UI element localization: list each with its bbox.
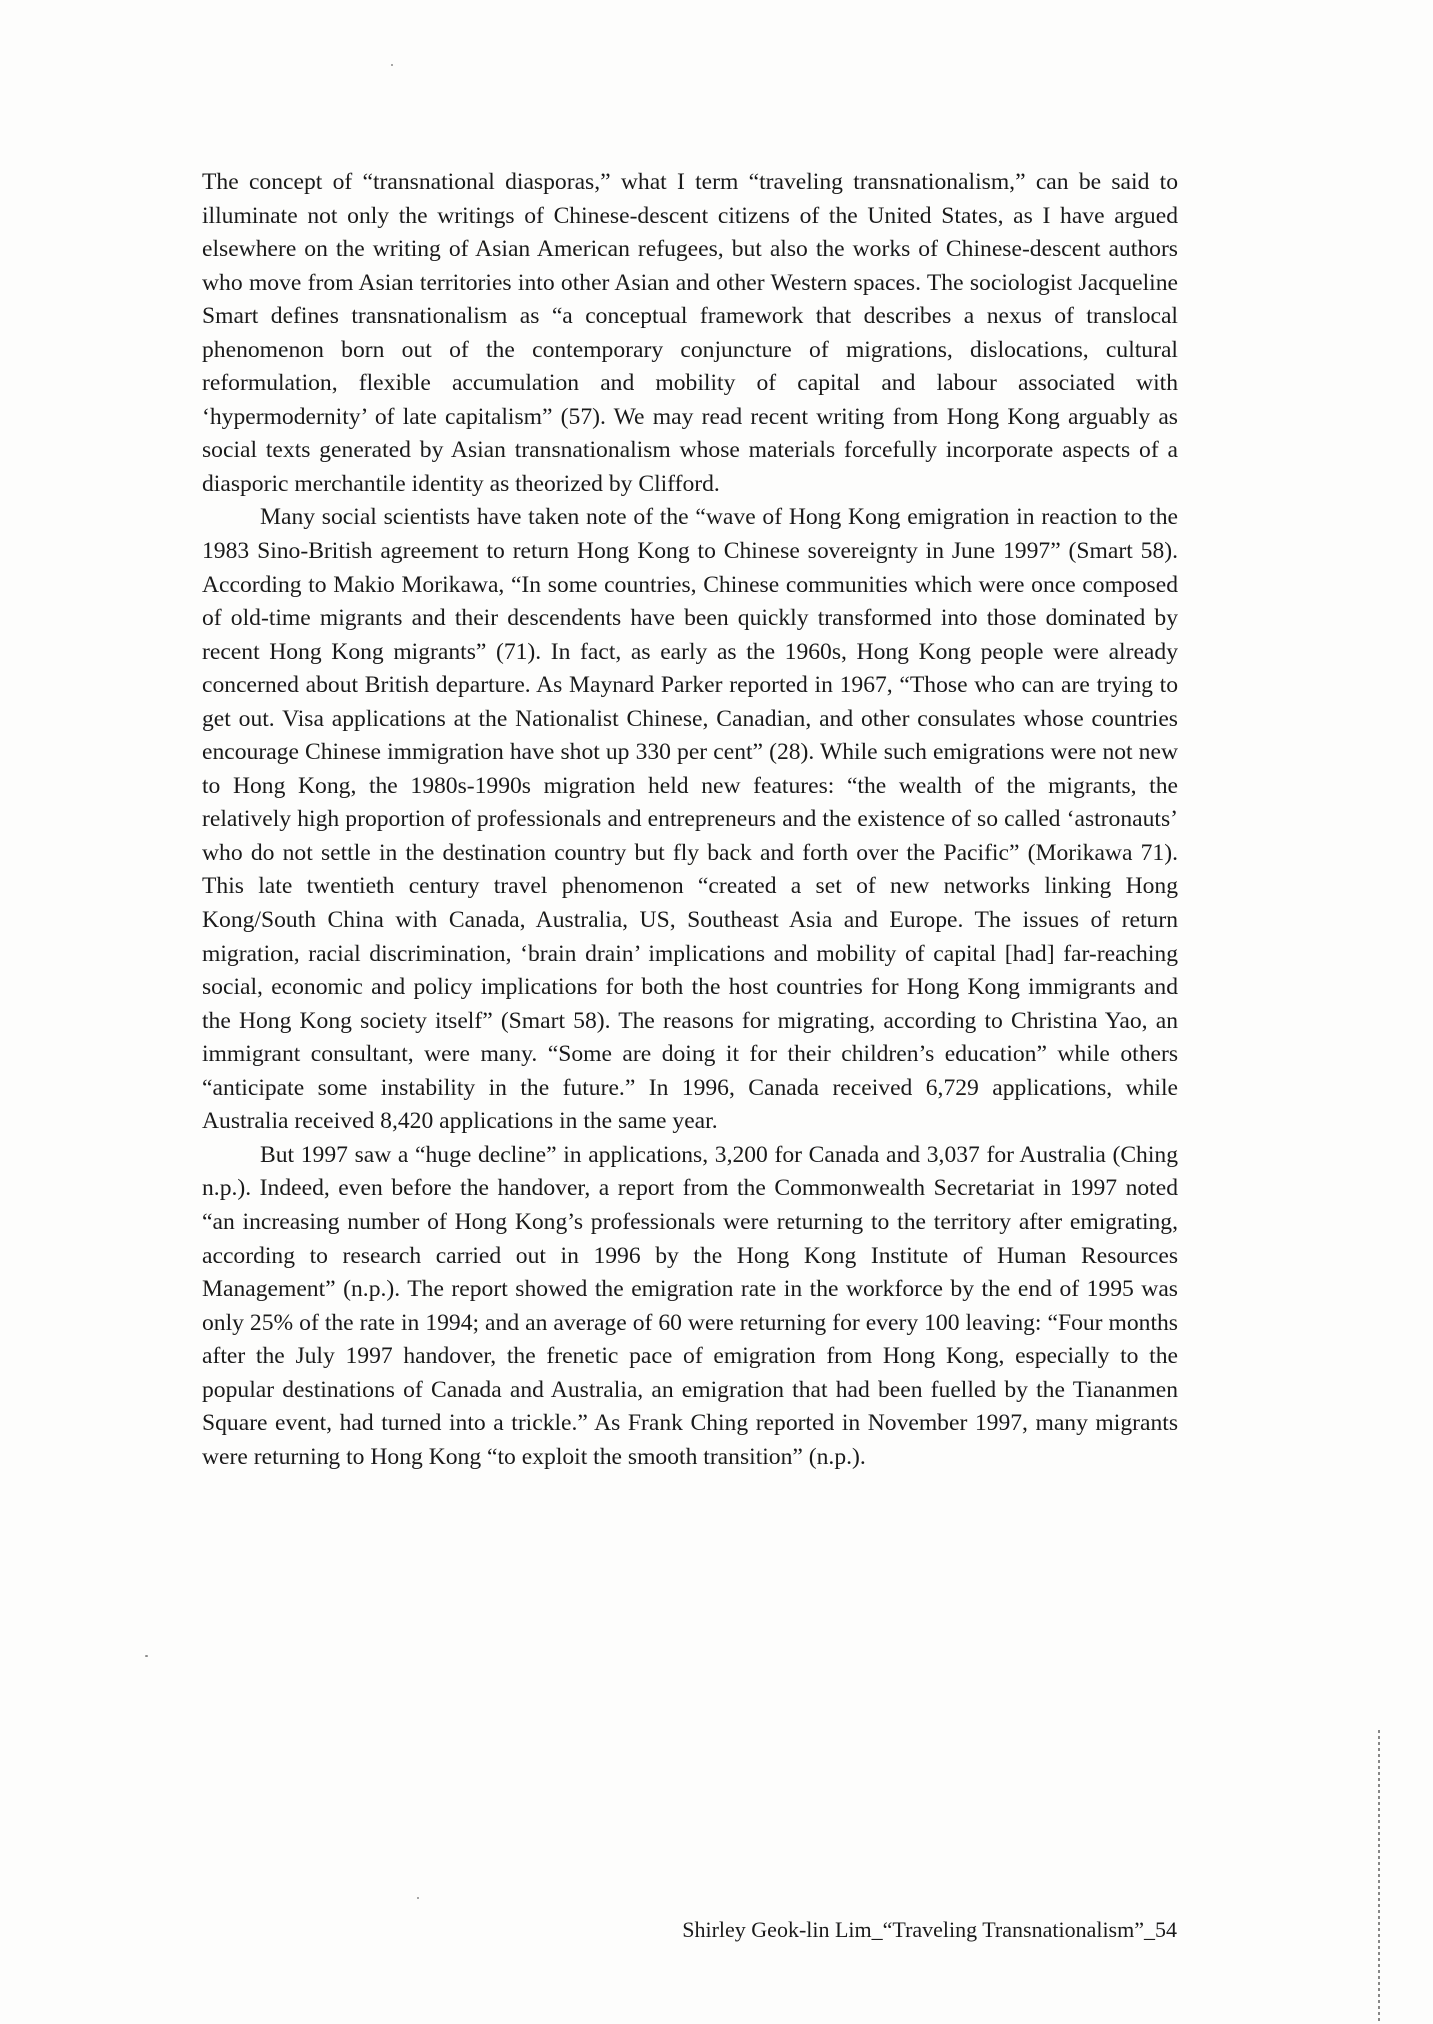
paragraph-3: But 1997 saw a “huge decline” in applications, 3,200 for Canada and 3,037 for Australia (Ching n.p.). Indeed, even before the handover, a report from the Commonwealth Secretariat in 1997 noted “an increasing number of Hong Kong’s professionals were returning to the territory after emigrating, according to research carried out in 1996 by the Hong Kong Institute of Human Resources Management” (n.p.). The report showed the emigration rate in the workforce by the end of 1995 was only 25% of the rate in 1994; and an average of 60 were returning for every 100 leaving: “Four months after the July 1997 handover, the frenetic pace of emigration from Hong Kong, especially to the popular destinations of Canada and Australia, an emigration that had been fuelled by the Tiananmen Square event, had turned into a trickle.” As Frank Ching reported in November 1997, many migrants were returning to Hong Kong “to exploit the smooth transition” (n.p.).	[202, 1141, 1178, 1470]
scan-edge-artifact	[1378, 1730, 1380, 2024]
paragraph-2: Many social scientists have taken note of the “wave of Hong Kong emigration in reaction to the 1983 Sino-British agreement to return Hong Kong to Chinese sovereignty in June 1997” (Smart 58). According to Makio Morikawa, “In some countries, Chinese communities which were once composed of old-time migrants and their descendents have been quickly transformed into those dominated by recent Hong Kong migrants” (71). In fact, as early as the 1960s, Hong Kong people were already concerned about British departure. As Maynard Parker reported in 1967, “Those who can are trying to get out. Visa applications at the Nationalist Chinese, Canadian, and other consulates whose countries encourage Chinese immigration have shot up 330 per cent” (28). While such emigrations were not new to Hong Kong, the 1980s-1990s migration held new features: “the wealth of the migrants, the relatively high proportion of professionals and entrepreneurs and the existence of so called ‘astronauts’ who do not settle in the destination country but fly back and forth over the Pacific” (Morikawa 71). This late twentieth century travel phenomenon “created a set of new networks linking Hong Kong/South China with Canada, Australia, US, Southeast Asia and Europe. The issues of return migration, racial discrimination, ‘brain drain’ implications and mobility of capital [had] far-reaching social, economic and policy implications for both the host countries for Hong Kong immigrants and the Hong Kong society itself” (Smart 58). The reasons for migrating, according to Christina Yao, an immigrant consultant, were many. “Some are doing it for their children’s education” while others “anticipate some instability in the future.” In 1996, Canada received 6,729 applications, while Australia received 8,420 applications in the same year.	[202, 504, 1178, 1135]
scan-speck	[145, 1655, 148, 1657]
scan-speck	[417, 1897, 419, 1899]
paragraph-1: The concept of “transnational diasporas,” what I term “traveling transnationalism,” can be said to illuminate not only the writings of Chinese-descent citizens of the United States, as I have argued elsewhere on the writing of Asian American refugees, but also the works of Chinese-descent authors who move from Asian territories into other Asian and other Western spaces. The sociologist Jacqueline Smart defines transnationalism as “a conceptual framework that describes a nexus of translocal phenomenon born out of the contemporary conjuncture of migrations, dislocations, cultural reformulation, flexible accumulation and mobility of capital and labour associated with ‘hypermodernity’ of late capitalism” (57). We may read recent writing from Hong Kong arguably as social texts generated by Asian transnationalism whose materials forcefully incorporate aspects of a diasporic merchantile identity as theorized by Clifford.	[202, 169, 1178, 497]
body-text	[202, 166, 1178, 1474]
scan-speck	[391, 64, 393, 66]
page-footer: Shirley Geok-lin Lim_“Traveling Transnationalism”_54	[682, 1917, 1177, 1942]
